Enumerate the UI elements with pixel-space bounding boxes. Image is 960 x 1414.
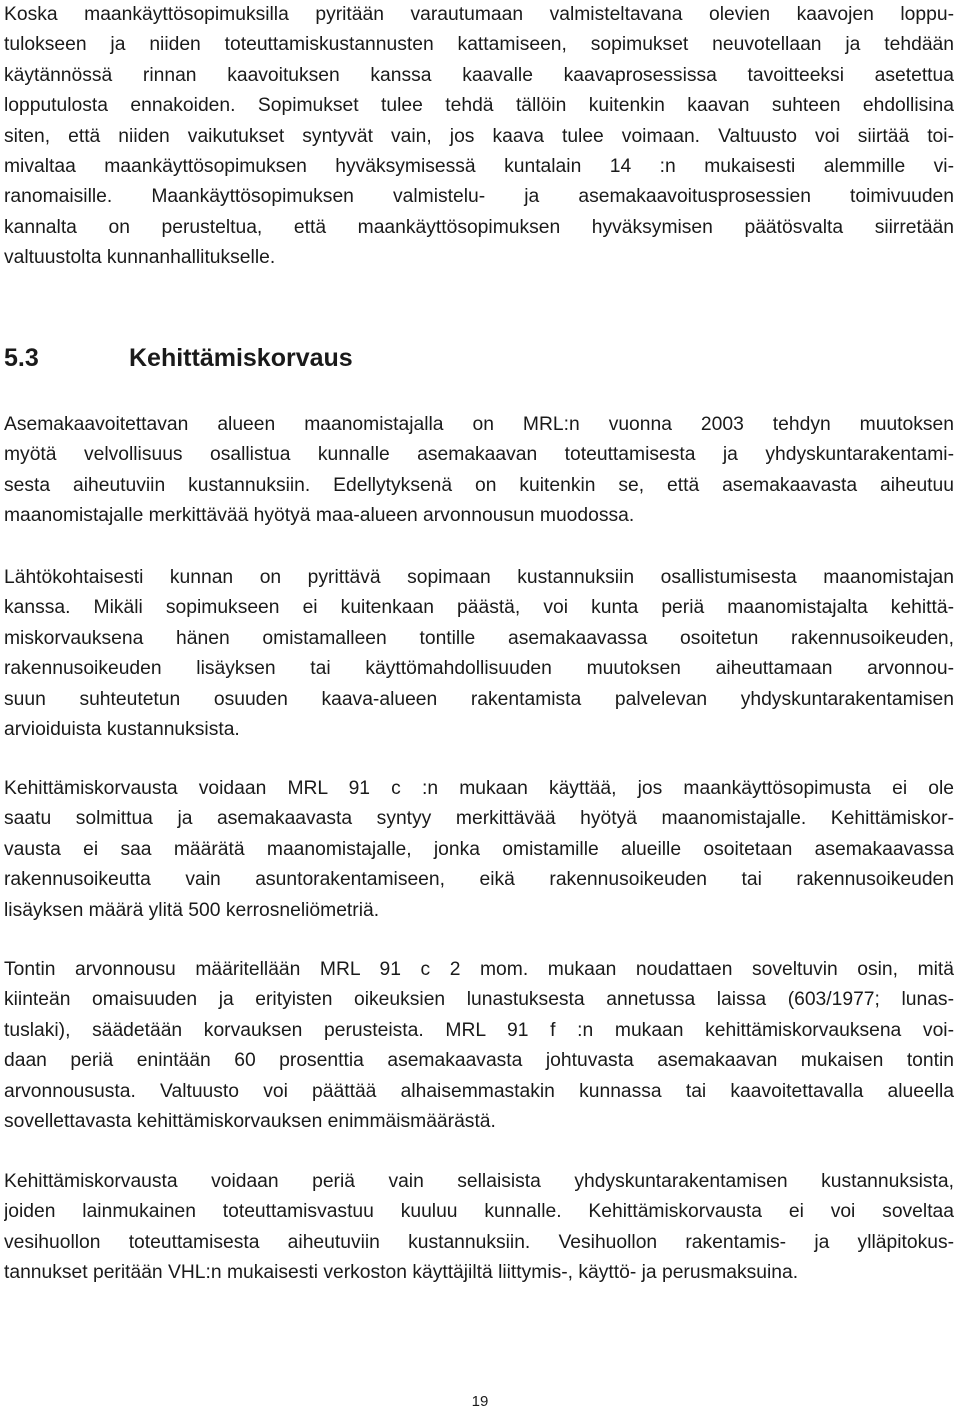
- text-line: kannalta on perusteltua, että maankäyttösopimuksen hyväksymisen päätösvalta siirretään: [4, 216, 954, 238]
- paragraph-value-increase: [4, 955, 954, 1137]
- text-line: tannukset peritään VHL:n mukaisesti verkoston käyttäjiltä liittymis-, käyttö- ja perusmaksuina.: [4, 1262, 799, 1284]
- text-line: käytännössä rinnan kaavoituksen kanssa kaavalle kaavaprosessissa tavoitteeksi asetettua: [4, 64, 954, 86]
- section-heading: [4, 340, 353, 376]
- text-line: rakennusoikeutta vain asuntorakentamiseen, eikä rakennusoikeuden tai rakennusoikeuden: [4, 869, 954, 891]
- text-line: tuslaki), säädetään korvauksen perusteista. MRL 91 f :n mukaan kehittämiskorvauksena voi-: [4, 1019, 954, 1041]
- text-line: rakennusoikeuden lisäyksen tai käyttömahdollisuuden muutoksen aiheuttamaan arvonnou-: [4, 658, 954, 680]
- section-number: 5.3: [4, 344, 39, 372]
- text-line: lisäyksen määrä ylitä 500 kerrosneliömetriä.: [4, 899, 380, 921]
- text-line: lopputulosta ennakoiden. Sopimukset tulee tehdä tällöin kuitenkin kaavan suhteen ehdollisina: [4, 95, 954, 117]
- text-line: siten, että niiden vaikutukset syntyvät vain, jos kaava tulee voimaan. Valtuusto voi siirtää toi-: [4, 125, 954, 147]
- text-line: Koska maankäyttösopimuksilla pyritään varautumaan valmisteltavana olevien kaavojen loppu-: [4, 4, 954, 25]
- text-line: daan periä enintään 60 prosenttia asemakaavasta johtuvasta asemakaavan mukaisen tontin: [4, 1050, 954, 1072]
- paragraph-cost-scope: [4, 1167, 954, 1289]
- text-line: suun suhteutetun osuuden kaava-alueen rakentamista palvelevan yhdyskuntarakentamisen: [4, 688, 954, 710]
- paragraph-negotiation: [4, 563, 954, 745]
- text-line: valtuustolta kunnanhallitukselle.: [4, 247, 276, 269]
- page-number: 19: [471, 1393, 489, 1410]
- text-line: Kehittämiskorvausta voidaan periä vain sellaisista yhdyskuntarakentamisen kustannuksista,: [4, 1171, 954, 1192]
- text-line: tulokseen ja niiden toteuttamiskustannusten kattamiseen, sopimukset neuvotellaan ja tehdään: [4, 34, 954, 56]
- paragraph-obligation: [4, 410, 954, 532]
- text-line: sovellettavasta kehittämiskorvauksen enimmäismäärästä.: [4, 1110, 496, 1132]
- text-line: arvonnoususta. Valtuusto voi päättää alhaisemmastakin kunnassa tai kaavoitettavalla alueella: [4, 1080, 954, 1102]
- text-line: vesihuollon toteuttamisesta aiheutuviin kustannuksiin. Vesihuollon rakentamis- ja ylläpitokus-: [4, 1231, 954, 1253]
- text-line: Kehittämiskorvausta voidaan MRL 91 c :n mukaan käyttää, jos maankäyttösopimusta ei ole: [4, 778, 954, 799]
- text-line: miskorvauksena hänen omistamalleen tontille asemakaavassa osoitetun rakennusoikeuden,: [4, 627, 954, 649]
- paragraph-land-use-agreements: [4, 0, 954, 274]
- text-line: maanomistajalle merkittävää hyötyä maa-alueen arvonnousun muodossa.: [4, 505, 635, 527]
- text-line: Tontin arvonnousu määritellään MRL 91 c 2 mom. mukaan noudattaen soveltuvin osin, mitä: [4, 959, 954, 980]
- text-line: arvioiduista kustannuksista.: [4, 718, 240, 740]
- text-line: kanssa. Mikäli sopimukseen ei kuitenkaan päästä, voi kunta periä maanomistajalta kehittä-: [4, 597, 954, 619]
- text-line: sesta aiheutuviin kustannuksiin. Edellytyksenä on kuitenkin se, että asemakaavasta aiheutuu: [4, 474, 954, 496]
- text-line: Asemakaavoitettavan alueen maanomistajalla on MRL:n vuonna 2003 tehdyn muutoksen: [4, 414, 954, 435]
- text-line: Lähtökohtaisesti kunnan on pyrittävä sopimaan kustannuksiin osallistumisesta maanomistajan: [4, 567, 954, 588]
- text-line: joiden lainmukainen toteuttamisvastuu kuuluu kunnalle. Kehittämiskorvausta ei voi soveltaa: [4, 1201, 954, 1223]
- text-line: saatu solmittua ja asemakaavasta syntyy merkittävää hyötyä maanomistajalle. Kehittämiskor-: [4, 808, 954, 830]
- paragraph-usage-conditions: [4, 774, 954, 926]
- section-title: Kehittämiskorvaus: [129, 344, 353, 372]
- text-line: myötä velvollisuus osallistua kunnalle asemakaavan toteuttamisesta ja yhdyskuntarakentami-: [4, 444, 954, 466]
- text-line: kiinteän omaisuuden ja erityisten oikeuksien lunastuksesta annetussa laissa (603/1977; lunas-: [4, 989, 954, 1011]
- text-line: vausta ei saa määrätä maanomistajalle, jonka omistamille alueille osoitetaan asemakaavassa: [4, 838, 954, 860]
- text-line: mivaltaa maankäyttösopimuksen hyväksymisessä kuntalain 14 :n mukaisesti alemmille vi-: [4, 155, 954, 177]
- text-line: ranomaisille. Maankäyttösopimuksen valmistelu- ja asemakaavoitusprosessien toimivuuden: [4, 186, 954, 208]
